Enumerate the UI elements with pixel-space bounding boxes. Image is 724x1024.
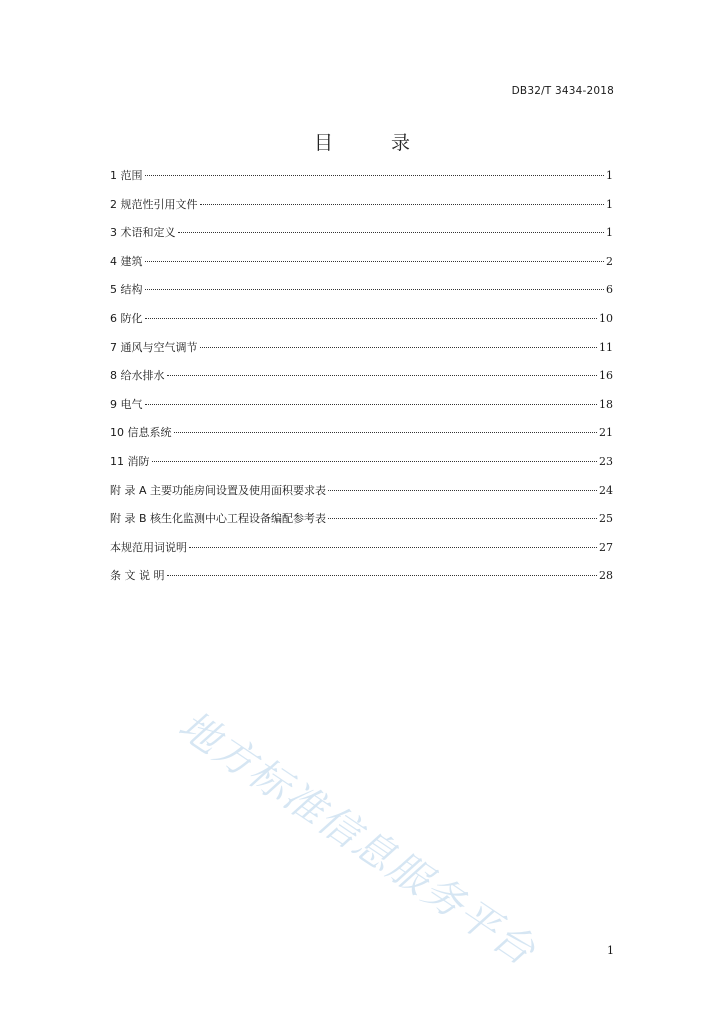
toc-leader-dots <box>200 347 598 348</box>
title-part-1: 目 <box>313 132 333 154</box>
toc-leader-dots <box>145 289 605 290</box>
toc-leader-dots <box>200 204 605 205</box>
toc-entry-page: 25 <box>599 512 613 526</box>
toc-leader-dots <box>145 318 598 319</box>
toc-entry-page: 2 <box>606 254 613 268</box>
toc-leader-dots <box>174 432 598 433</box>
toc-entry[interactable] <box>110 253 613 282</box>
toc-leader-dots <box>328 490 597 491</box>
toc-entry-label: 10 信息系统 <box>110 426 172 440</box>
toc-entry-page: 21 <box>599 426 613 440</box>
toc-entry-label: 11 消防 <box>110 454 150 468</box>
toc-entry[interactable] <box>110 453 613 482</box>
toc-entry[interactable] <box>110 367 613 396</box>
toc-entry-label: 附 录 A 主要功能房间设置及使用面积要求表 <box>110 483 327 497</box>
toc-entry-label: 9 电气 <box>110 397 143 411</box>
toc-entry[interactable] <box>110 539 613 568</box>
toc-entry-label: 本规范用词说明 <box>110 540 187 554</box>
toc-entry-label: 3 术语和定义 <box>110 226 176 240</box>
toc-entry-label: 7 通风与空气调节 <box>110 340 198 354</box>
toc-entry[interactable] <box>110 196 613 225</box>
toc-entry[interactable] <box>110 567 613 596</box>
toc-leader-dots <box>328 518 597 519</box>
toc-entry[interactable] <box>110 510 613 539</box>
toc-entry[interactable] <box>110 167 613 196</box>
page-number: 1 <box>607 944 614 957</box>
toc-entry-page: 18 <box>599 397 613 411</box>
toc-leader-dots <box>152 461 598 462</box>
toc-entry-page: 1 <box>606 226 613 240</box>
watermark-text: 地方标准信息服务平台 <box>170 702 545 976</box>
toc-entry-page: 24 <box>599 483 613 497</box>
toc-leader-dots <box>167 375 598 376</box>
page-title <box>0 128 724 155</box>
toc-entry[interactable] <box>110 224 613 253</box>
toc-entry[interactable] <box>110 424 613 453</box>
toc-entry-page: 16 <box>599 369 613 383</box>
toc-entry-page: 27 <box>599 540 613 554</box>
toc-leader-dots <box>167 575 598 576</box>
document-code: DB32/T 3434-2018 <box>511 85 614 97</box>
toc-entry[interactable] <box>110 396 613 425</box>
toc-entry-label: 4 建筑 <box>110 254 143 268</box>
title-part-2: 录 <box>391 132 411 154</box>
table-of-contents <box>110 167 613 596</box>
toc-entry[interactable] <box>110 281 613 310</box>
toc-entry[interactable] <box>110 339 613 368</box>
toc-entry-page: 1 <box>606 197 613 211</box>
toc-entry-page: 11 <box>599 340 613 354</box>
toc-entry[interactable] <box>110 310 613 339</box>
toc-entry-label: 5 结构 <box>110 283 143 297</box>
toc-entry-label: 条 文 说 明 <box>110 569 165 583</box>
toc-entry-page: 10 <box>599 311 613 325</box>
toc-leader-dots <box>145 404 598 405</box>
toc-entry-label: 8 给水排水 <box>110 369 165 383</box>
toc-entry-label: 6 防化 <box>110 311 143 325</box>
toc-entry-page: 23 <box>599 454 613 468</box>
toc-entry-page: 1 <box>606 169 613 182</box>
toc-entry-page: 28 <box>599 569 613 583</box>
toc-leader-dots <box>145 261 605 262</box>
toc-leader-dots <box>189 547 597 548</box>
toc-leader-dots <box>145 175 605 176</box>
toc-leader-dots <box>178 232 605 233</box>
toc-entry-label: 1 范围 <box>110 169 143 182</box>
toc-entry-label: 2 规范性引用文件 <box>110 197 198 211</box>
toc-entry-page: 6 <box>606 283 613 297</box>
toc-entry[interactable] <box>110 482 613 511</box>
toc-entry-label: 附 录 B 核生化监测中心工程设备编配参考表 <box>110 512 327 526</box>
